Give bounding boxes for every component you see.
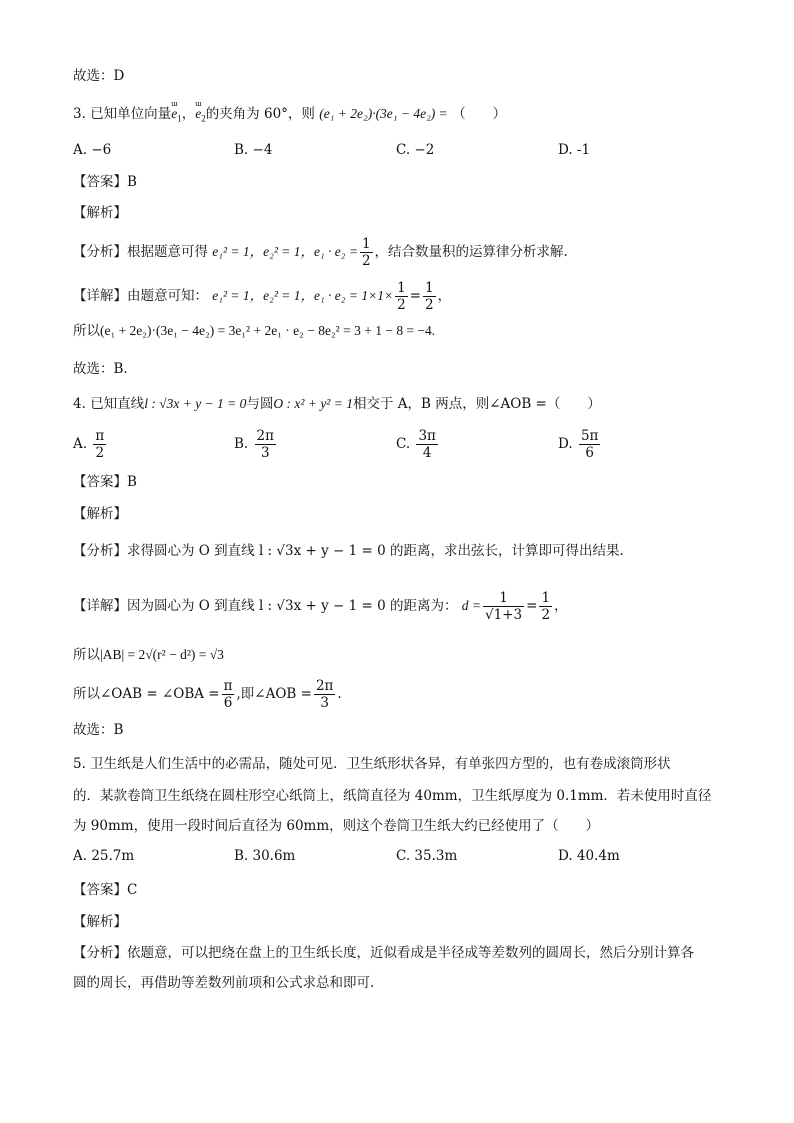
question-number: 3. (73, 106, 86, 122)
question-4: 4. 已知直线l : √3x + y − 1 = 0与圆O : x² + y² = 1相交于 A，B 两点，则∠AOB =（ ） (73, 396, 601, 412)
analysis-heading-q4: 【解析】 (73, 506, 127, 522)
angle-computation: 所以∠OAB = ∠OBA = $\frac{\pi}{6}$ ,即∠AOB = $\frac{2\pi}{3}$ . (73, 678, 342, 711)
circle-equation: O : x² + y² = 1 (273, 396, 353, 411)
option-b: B. $\frac{2\pi}{3}$ (234, 428, 274, 461)
line-equation: l : √3x + y − 1 = 0 (144, 396, 247, 411)
option-c: C. 35.3m (396, 848, 458, 864)
option-d: D. -1 (558, 142, 591, 158)
answer-q4: 【答案】B (73, 474, 137, 490)
vector-e1: ɯ $e_1$ (171, 104, 182, 129)
chord-length: 所以|AB| = 2√(r² − d²) = √3 (73, 647, 224, 662)
answer-choice-q2: 故选：D (73, 68, 125, 84)
answer-q5: 【答案】C (73, 882, 138, 898)
option-a: A. $\frac{\pi}{2}$ (73, 428, 105, 461)
vector-e2: ɯ $e_2$ (195, 104, 206, 129)
analysis-q5-line-2: 圆的周长，再借助等差数列前项和公式求总和即可. (73, 975, 375, 991)
answer-choice-q4: 故选：B (73, 722, 124, 738)
option-b: B. 30.6m (234, 848, 296, 864)
question-5-line-3: 为 90mm，使用一段时间后直径为 60mm，则这个卷筒卫生纸大约已经使用了（ ） (73, 818, 600, 834)
answer-choice-q3: 故选：B. (73, 361, 128, 377)
detail-q3: 【详解】由题意可知： e₁² = 1，e₂² = 1，e₁ · e₂ = 1×1× $\frac{1}{2}$ = $\frac{1}{2}$ ， (73, 280, 452, 313)
option-c: C. −2 (396, 142, 435, 158)
question-5-line-2: 的．某款卷筒卫生纸绕在圆柱形空心纸筒上，纸筒直径为 40mm，卫生纸厚度为 0.1mm．若未使用时直径 (73, 788, 712, 804)
question-5-line-1: 5. 卫生纸是人们生活中的必需品，随处可见．卫生纸形状各异，有单张四方型的，也有卷成滚筒形状 (73, 756, 671, 772)
analysis-q4: 【分析】求得圆心为 O 到直线 l : √3x + y − 1 = 0 的距离，求出弦长，计算即可得出结果. (73, 543, 624, 559)
question-3: 3. 已知单位向量ɯ $e_1$，ɯ $e_2$的夹角为 60°，则 (e₁ + 2e₂)·(3e₁ − 4e₂) = （ ） (73, 104, 506, 129)
analysis-heading-q5: 【解析】 (73, 914, 127, 930)
option-d: D. $\frac{5\pi}{6}$ (558, 428, 599, 461)
option-c: C. $\frac{3\pi}{4}$ (396, 428, 436, 461)
option-a: A. 25.7m (73, 848, 135, 864)
analysis-heading-q3: 【解析】 (73, 205, 127, 221)
dot-product-expression: (e₁ + 2e₂)·(3e₁ − 4e₂) = (319, 106, 448, 121)
detail-q4: 【详解】因为圆心为 O 到直线 l : √3x + y − 1 = 0 的距离为： d = $\frac{1}{√1+3}$ = $\frac{1}{2}$ ， (73, 590, 568, 623)
detail-q3-computation: 所以(e₁ + 2e₂)·(3e₁ − 4e₂) = 3e₁² + 2e₁ · e₂ − 8e₂² = 3 + 1 − 8 = −4. (73, 323, 436, 338)
option-d: D. 40.4m (558, 848, 620, 864)
option-a: A. −6 (73, 142, 112, 158)
answer-q3: 【答案】B (73, 174, 137, 190)
analysis-q5-line-1: 【分析】依题意，可以把绕在盘上的卫生纸长度，近似看成是半径成等差数列的圆周长，然后分别计算各 (73, 945, 694, 961)
option-b: B. −4 (234, 142, 273, 158)
analysis-q3: 【分析】根据题意可得 e₁² = 1，e₂² = 1，e₁ · e₂ = $\frac{1}{2}$ ，结合数量积的运算律分析求解. (73, 236, 568, 269)
